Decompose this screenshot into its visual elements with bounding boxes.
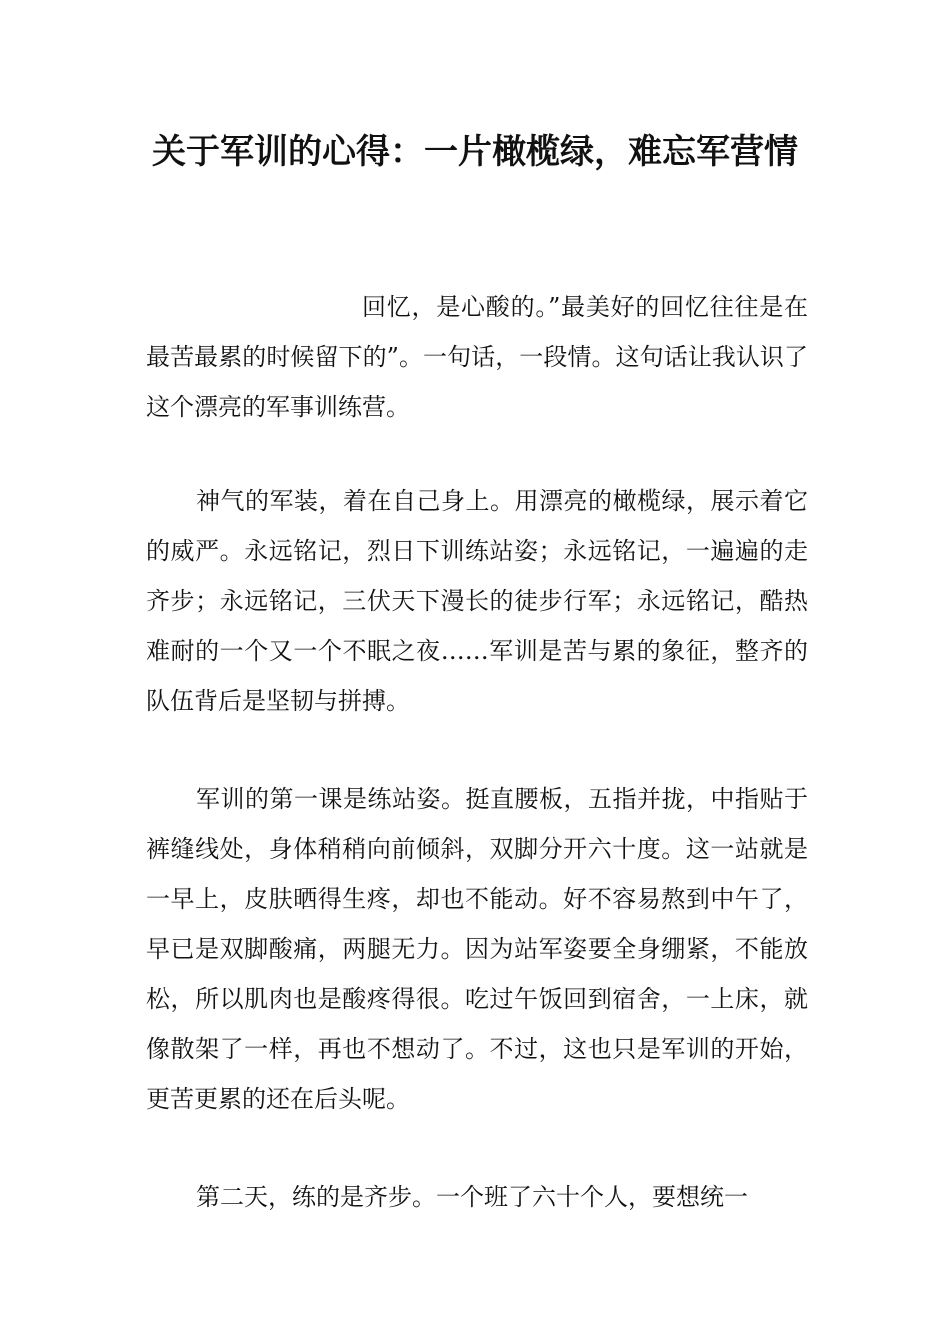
paragraph-1: 回忆，是心酸的。”最美好的回忆往往是在最苦最累的时候留下的”。一句话，一段情。这句话让我认识了这个漂亮的军事训练营。	[146, 293, 808, 421]
document-title: 关于军训的心得：一片橄榄绿，难忘军营情	[152, 132, 798, 172]
paragraph-3: 军训的第一课是练站姿。挺直腰板，五指并拢，中指贴于裤缝线处，身体稍稍向前倾斜，双脚分开六十度。这一站就是一早上，皮肤晒得生疼，却也不能动。好不容易熬到中午了，早已是双脚酸痛，两腿无力。因为站军姿要全身绷紧，不能放松，所以肌肉也是酸疼得很。吃过午饭回到宿舍，一上床，就像散架了一样，再也不想动了。不过，这也只是军训的开始，更苦更累的还在后头呢。	[146, 785, 808, 1113]
paragraph-4: 第二天，练的是齐步。一个班了六十个人，要想统一	[196, 1183, 748, 1211]
paragraph-2: 神气的军装，着在自己身上。用漂亮的橄榄绿，展示着它的威严。永远铭记，烈日下训练站姿；永远铭记，一遍遍的走齐步；永远铭记，三伏天下漫长的徒步行军；永远铭记，酷热难耐的一个又一个不眠之夜……军训是苦与累的象征，整齐的队伍背后是坚韧与拼搏。	[146, 487, 808, 715]
